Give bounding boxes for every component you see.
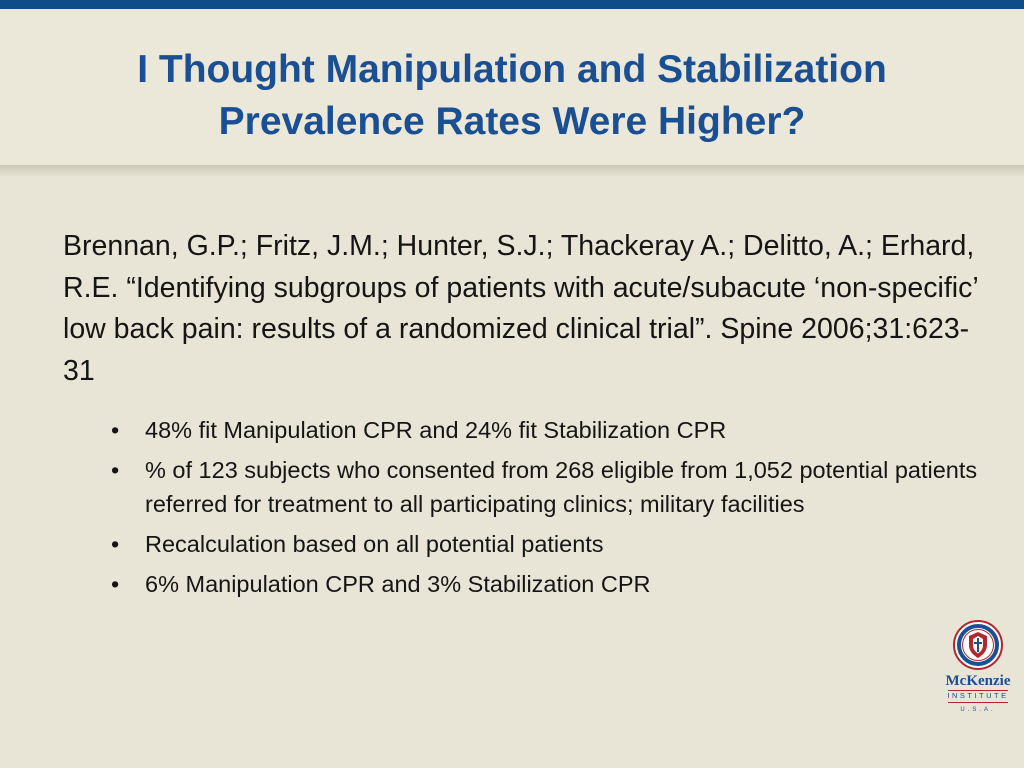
slide-title-line-1: I Thought Manipulation and Stabilization bbox=[137, 48, 887, 91]
title-band-shadow bbox=[0, 165, 1024, 177]
bullet-dot-icon: • bbox=[111, 571, 120, 597]
logo-divider bbox=[948, 702, 1008, 703]
bullet-list bbox=[111, 413, 991, 607]
bullet-item bbox=[111, 567, 991, 601]
top-accent-bar bbox=[0, 0, 1024, 9]
logo-institute: INSTITUTE bbox=[947, 691, 1009, 700]
bullet-dot-icon: • bbox=[111, 457, 120, 483]
citation-text: Brennan, G.P.; Fritz, J.M.; Hunter, S.J.; Thackeray A.; Delitto, A.; Erhard, R.E. “Identifying subgroups of patients with acute/subacute ‘non-specific’ low back pain: results of a randomized clinical trial”. Spine 2006;31:623-31 bbox=[63, 230, 978, 387]
slide-title bbox=[40, 44, 984, 148]
bullet-dot-icon: • bbox=[111, 531, 120, 557]
bullet-text: Recalculation based on all potential patients bbox=[145, 531, 604, 557]
bullet-text: 6% Manipulation CPR and 3% Stabilization CPR bbox=[145, 571, 651, 597]
bullet-dot-icon: • bbox=[111, 417, 120, 443]
bullet-item bbox=[111, 413, 991, 447]
bullet-text: % of 123 subjects who consented from 268 eligible from 1,052 potential patients referred for treatment to all participating clinics; military facilities bbox=[145, 457, 978, 517]
logo-name: McKenzie bbox=[945, 673, 1011, 689]
logo-country: U.S.A. bbox=[960, 707, 996, 713]
bullet-text: 48% fit Manipulation CPR and 24% fit Stabilization CPR bbox=[145, 417, 727, 443]
mckenzie-seal-icon bbox=[953, 620, 1003, 670]
slide-title-line-2: Prevalence Rates Were Higher? bbox=[218, 100, 806, 143]
bullet-item bbox=[111, 527, 991, 561]
bullet-item bbox=[111, 453, 991, 521]
mckenzie-institute-logo bbox=[942, 618, 1014, 722]
